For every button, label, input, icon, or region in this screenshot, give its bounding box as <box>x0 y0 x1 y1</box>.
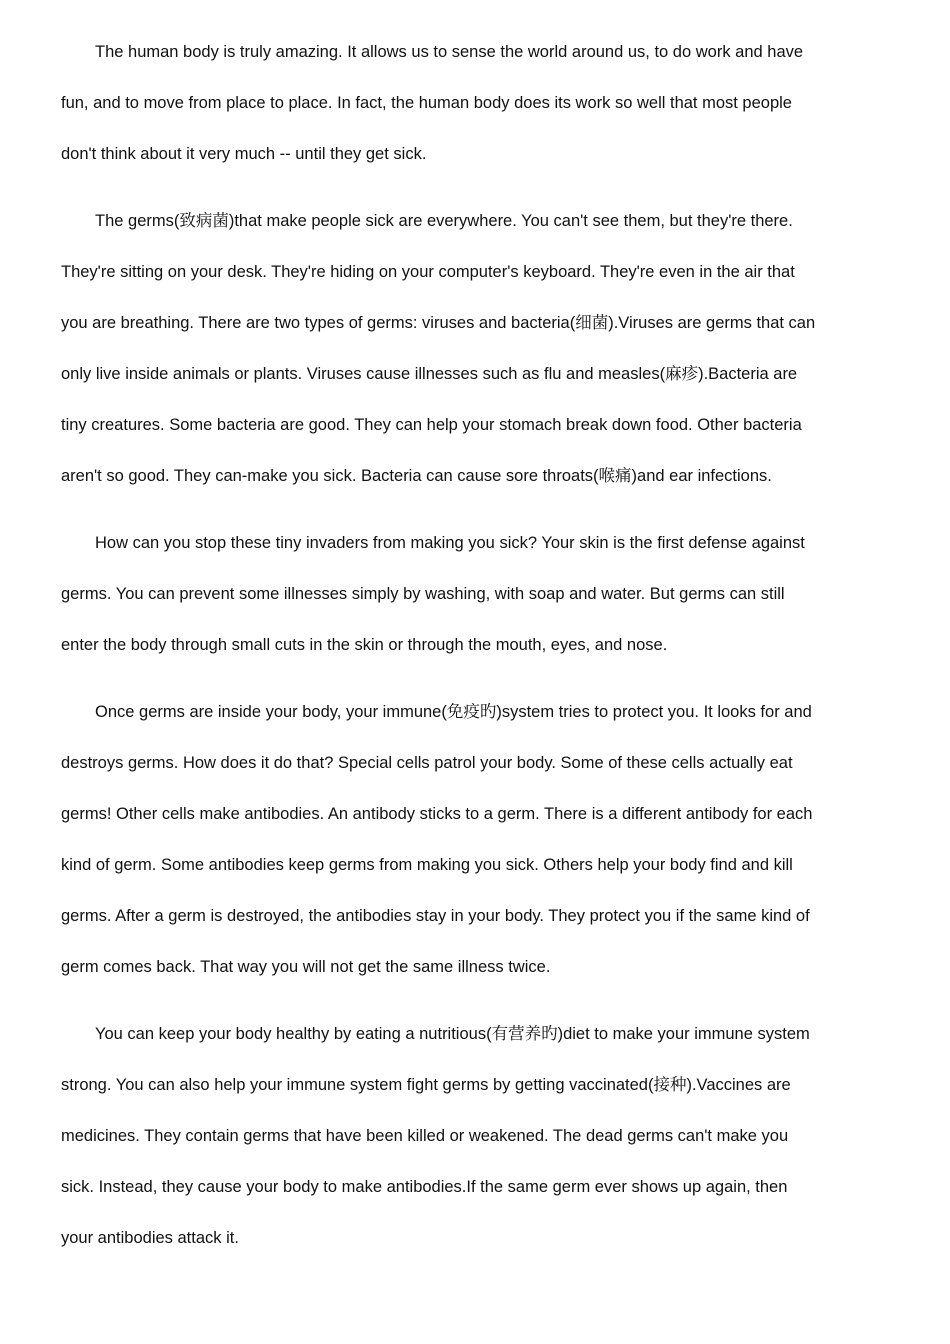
paragraph-3: How can you stop these tiny invaders from making you sick? Your skin is the first defense against germs. You can prevent some illnesses simply by washing, with soap and water. But germs can still enter the body through small cuts in the skin or through the mouth, eyes, and nose. <box>61 534 805 654</box>
document-page <box>61 27 821 1280</box>
paragraph-4: Once germs are inside your body, your immune(免疫旳)system tries to protect you. It looks for and destroys germs. How does it do that? Special cells patrol your body. Some of these cells actually eat germs! Other cells make antibodies. An antibody sticks to a germ. There is a different antibody for each kind of germ. Some antibodies keep germs from making you sick. Others help your body find and kill germs. After a germ is destroyed, the antibodies stay in your body. They protect you if the same kind of germ comes back. That way you will not get the same illness twice. <box>61 703 813 976</box>
paragraph-1: The human body is truly amazing. It allows us to sense the world around us, to do work and have fun, and to move from place to place. In fact, the human body does its work so well that most people don't think about it very much -- until they get sick. <box>61 43 804 163</box>
paragraph-5: You can keep your body healthy by eating a nutritious(有营养旳)diet to make your immune system strong. You can also help your immune system fight germs by getting vaccinated(接种).Vaccines are medicines. They contain germs that have been killed or weakened. The dead germs can't make you sick. Instead, they cause your body to make antibodies.If the same germ ever shows up again, then your antibodies attack it. <box>61 1025 810 1247</box>
paragraph-2: The germs(致病菌)that make people sick are everywhere. You can't see them, but they're there. They're sitting on your desk. They're hiding on your computer's keyboard. They're even in the air that you are breathing. There are two types of germs: viruses and bacteria(细菌).Viruses are germs that can only live inside animals or plants. Viruses cause illnesses such as flu and measles(麻疹).Bacteria are tiny creatures. Some bacteria are good. They can help your stomach break down food. Other bacteria aren't so good. They can-make you sick. Bacteria can cause sore throats(喉痛)and ear infections. <box>61 212 816 485</box>
